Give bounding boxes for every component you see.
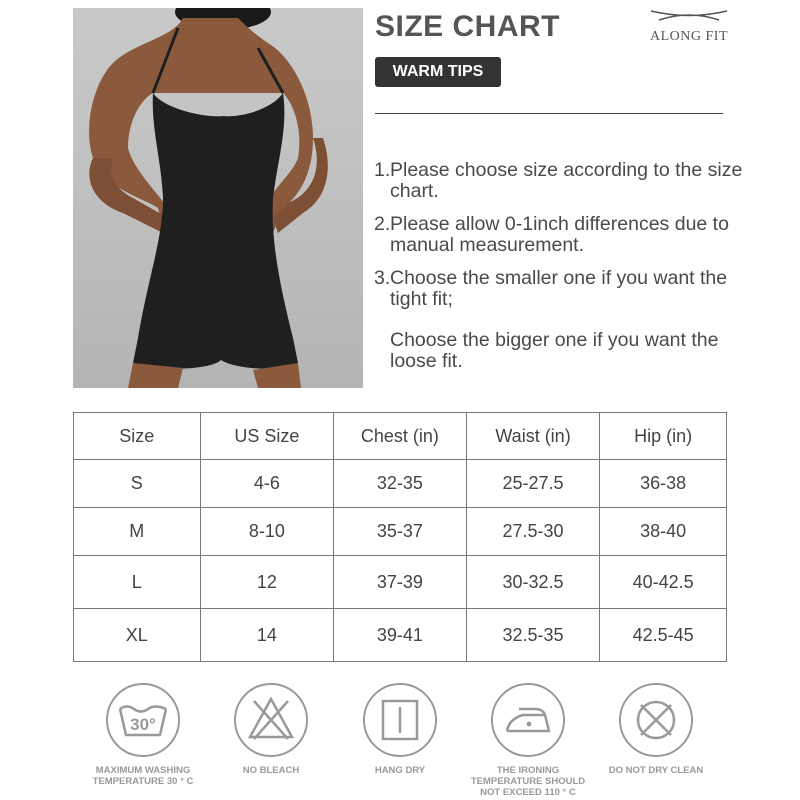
tip-text: Choose the smaller one if you want the tight fit; xyxy=(390,267,728,310)
care-label: MAXIMUM WASHING TEMPERATURE 30 ° C xyxy=(92,765,194,787)
table-cell: 32.5-35 xyxy=(466,609,600,662)
page-title: SIZE CHART xyxy=(375,10,560,43)
table-cell: 37-39 xyxy=(334,556,467,609)
model-illustration xyxy=(73,8,363,388)
no-bleach-icon xyxy=(234,683,308,757)
care-item-iron xyxy=(463,683,593,798)
hang-dry-icon xyxy=(363,683,437,757)
column-header: Hip (in) xyxy=(600,413,727,460)
care-item-washing xyxy=(78,683,208,787)
no-dry-clean-icon xyxy=(619,683,693,757)
care-label: DO NOT DRY CLEAN xyxy=(608,765,704,776)
table-cell: 30-32.5 xyxy=(466,556,600,609)
care-label: THE IRONING TEMPERATURE SHOULD NOT EXCEED 110 ° C xyxy=(470,765,586,798)
care-label: NO BLEACH xyxy=(242,765,300,776)
column-header: Chest (in) xyxy=(334,413,467,460)
table-cell: S xyxy=(74,460,201,508)
table-row xyxy=(74,508,727,556)
tip-item xyxy=(374,268,754,372)
table-cell: XL xyxy=(74,609,201,662)
tip-number: 2. xyxy=(374,213,391,235)
wash-temp-symbol: 30° xyxy=(130,715,156,734)
care-item-bleach xyxy=(206,683,336,776)
tip-text: Please choose size according to the size chart. xyxy=(390,159,743,202)
care-label: HANG DRY xyxy=(374,765,426,776)
column-header: Size xyxy=(74,413,201,460)
table-cell: 36-38 xyxy=(600,460,727,508)
table-cell: L xyxy=(74,556,201,609)
table-cell: 25-27.5 xyxy=(466,460,600,508)
tip-item xyxy=(374,160,754,202)
brand-logo xyxy=(644,8,734,45)
table-cell: 40-42.5 xyxy=(600,556,727,609)
table-cell: 14 xyxy=(200,609,334,662)
tips-list xyxy=(374,160,754,384)
table-row xyxy=(74,609,727,662)
tip-text: Please allow 0-1inch differences due to manual measurement. xyxy=(390,213,729,256)
column-header: Waist (in) xyxy=(466,413,600,460)
iron-low-icon xyxy=(491,683,565,757)
tip-text-group xyxy=(390,268,754,372)
brand-name: ALONG FIT xyxy=(650,29,728,44)
care-item-dry-clean xyxy=(591,683,721,776)
table-cell: 42.5-45 xyxy=(600,609,727,662)
table-row xyxy=(74,460,727,508)
warm-tips-badge: WARM TIPS xyxy=(375,57,501,87)
table-row xyxy=(74,556,727,609)
tip-number: 1. xyxy=(374,159,391,181)
wash-30-icon xyxy=(106,683,180,757)
brand-mark-icon xyxy=(649,8,729,22)
product-photo xyxy=(73,8,363,388)
table-cell: M xyxy=(74,508,201,556)
tip-item xyxy=(374,214,754,256)
table-header-row xyxy=(74,413,727,460)
table-cell: 35-37 xyxy=(334,508,467,556)
tip-text-extra: Choose the bigger one if you want the loose fit. xyxy=(390,329,719,372)
care-item-dry xyxy=(335,683,465,776)
tip-number: 3. xyxy=(374,267,391,289)
table-cell: 32-35 xyxy=(334,460,467,508)
table-cell: 8-10 xyxy=(200,508,334,556)
divider xyxy=(375,113,723,114)
table-cell: 12 xyxy=(200,556,334,609)
table-cell: 4-6 xyxy=(200,460,334,508)
table-cell: 39-41 xyxy=(334,609,467,662)
size-table xyxy=(73,412,727,662)
table-cell: 38-40 xyxy=(600,508,727,556)
table-cell: 27.5-30 xyxy=(466,508,600,556)
column-header: US Size xyxy=(200,413,334,460)
